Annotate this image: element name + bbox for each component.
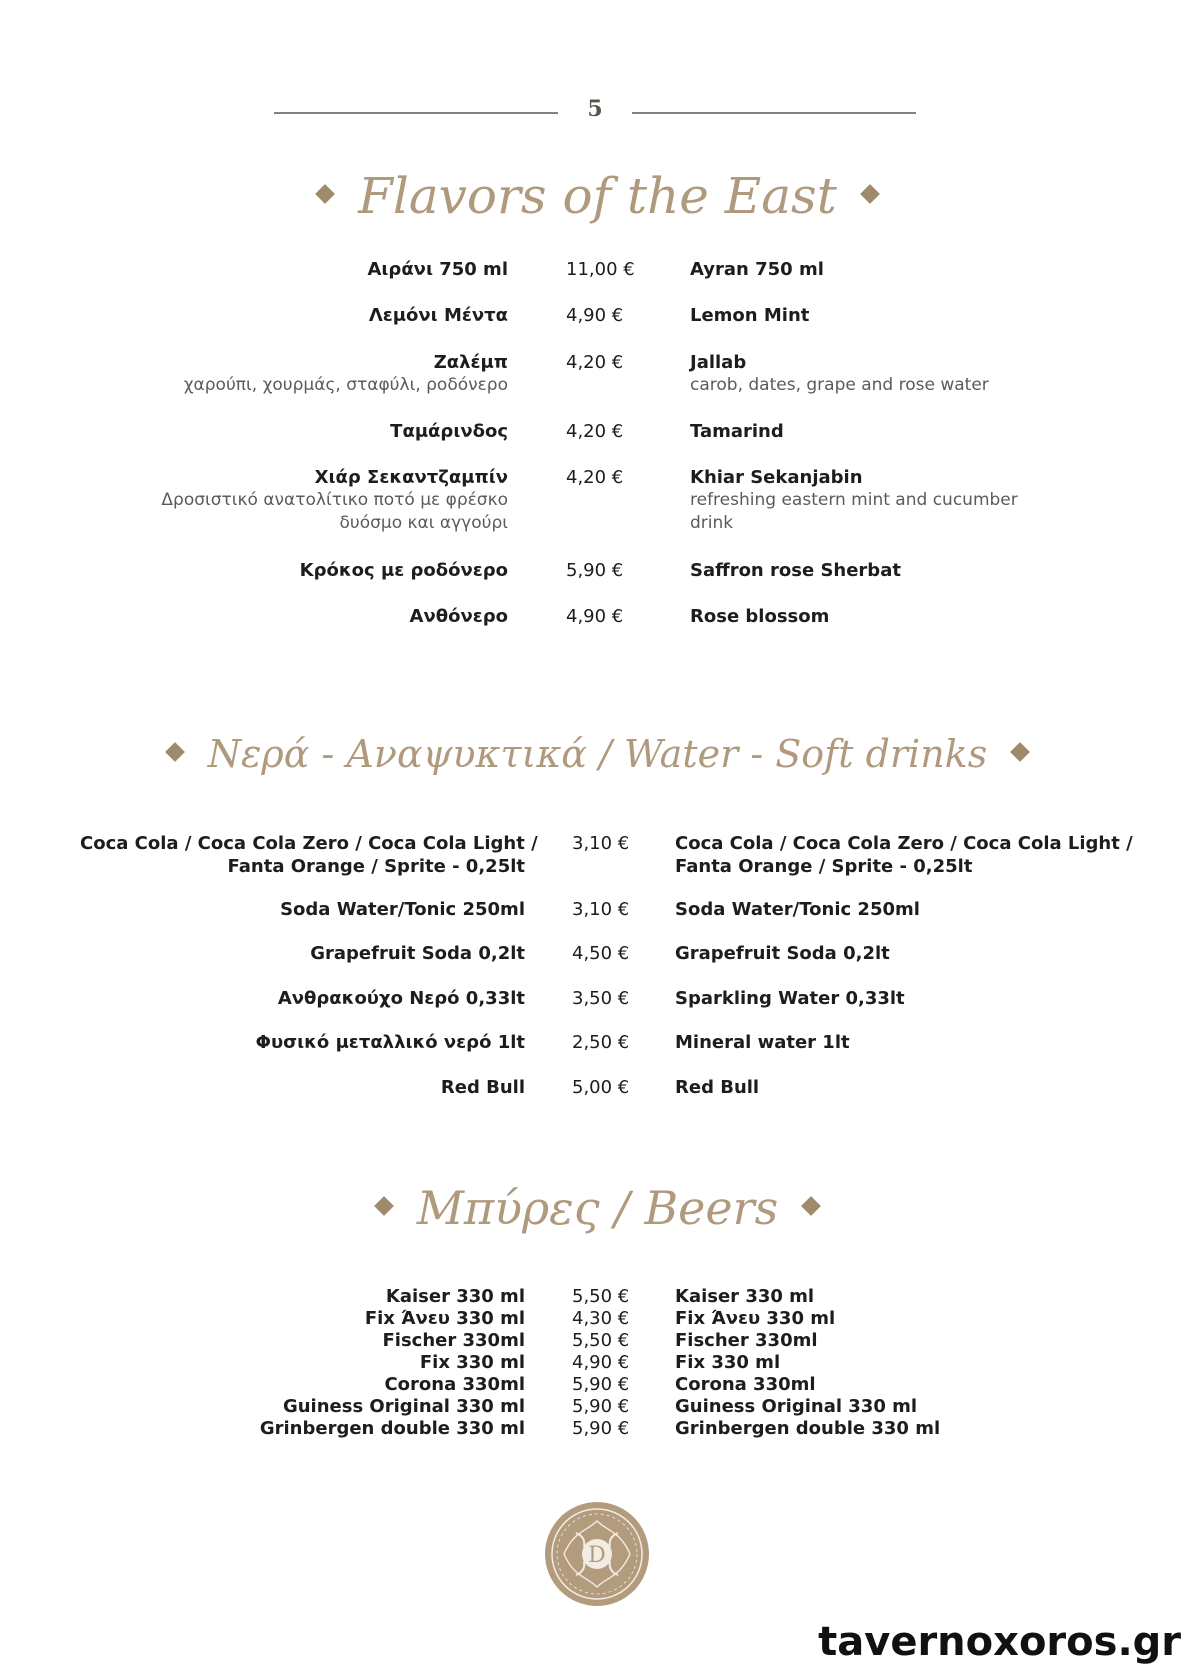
item-price: 2,50 € bbox=[572, 1032, 630, 1053]
header-rule-right bbox=[632, 112, 916, 114]
beer-name-gr: Fischer 330ml bbox=[382, 1330, 525, 1351]
item-name-en: Soda Water/Tonic 250ml bbox=[675, 899, 920, 920]
item-price: 4,20 € bbox=[566, 421, 624, 442]
item-price: 3,10 € bbox=[572, 833, 630, 854]
beer-name-gr: Grinbergen double 330 ml bbox=[259, 1418, 525, 1439]
item-name-gr: Ταμάρινδος bbox=[390, 421, 508, 442]
beer-name-en: Grinbergen double 330 ml bbox=[675, 1418, 941, 1439]
menu-row bbox=[0, 832, 1195, 877]
section-title-east-text: Flavors of the East bbox=[358, 167, 837, 225]
item-price: 11,00 € bbox=[566, 259, 635, 280]
menu-row bbox=[0, 258, 1195, 288]
diamond-icon bbox=[165, 742, 185, 762]
beer-list-gr bbox=[200, 1286, 525, 1440]
item-name-en: Red Bull bbox=[675, 1077, 760, 1098]
item-name-gr: Ανθόνερο bbox=[409, 606, 508, 627]
item-name-en: Sparkling Water 0,33lt bbox=[675, 988, 905, 1009]
diamond-icon bbox=[1010, 742, 1030, 762]
diamond-icon bbox=[801, 1196, 821, 1216]
section-title-soft-drinks-text: Νερά - Αναψυκτικά / Water - Soft drinks bbox=[207, 732, 988, 776]
item-name-gr: Red Bull bbox=[440, 1077, 525, 1098]
item-price: 4,90 € bbox=[566, 305, 624, 326]
item-price: 5,90 € bbox=[566, 560, 624, 581]
ornamental-monogram-logo-icon bbox=[544, 1501, 650, 1607]
beer-price: 4,90 € bbox=[572, 1352, 630, 1373]
item-price: 4,50 € bbox=[572, 943, 630, 964]
item-price: 4,20 € bbox=[566, 467, 624, 488]
menu-row bbox=[0, 605, 1195, 635]
item-name-gr: Soda Water/Tonic 250ml bbox=[280, 899, 525, 920]
item-name-en: Ayran 750 ml bbox=[690, 259, 824, 280]
beer-price: 4,30 € bbox=[572, 1308, 630, 1329]
diamond-icon bbox=[860, 184, 880, 204]
section-title-east bbox=[0, 160, 1195, 232]
item-name-en: Jallab carob, dates, grape and rose water bbox=[690, 351, 1050, 397]
diamond-icon bbox=[315, 184, 335, 204]
item-price: 3,50 € bbox=[572, 988, 630, 1009]
beer-name-gr: Kaiser 330 ml bbox=[385, 1286, 525, 1307]
beer-name-gr: Corona 330ml bbox=[384, 1374, 525, 1395]
item-price: 4,20 € bbox=[566, 352, 624, 373]
beer-list-en bbox=[675, 1286, 1095, 1440]
item-name-en: Saffron rose Sherbat bbox=[690, 560, 901, 581]
item-name-en: Mineral water 1lt bbox=[675, 1032, 850, 1053]
beer-name-en: Fix Άνευ 330 ml bbox=[675, 1308, 836, 1329]
item-desc-en: refreshing eastern mint and cucumber drink bbox=[690, 490, 1018, 533]
beer-name-gr: Fix 330 ml bbox=[419, 1352, 525, 1373]
item-name-en: Lemon Mint bbox=[690, 305, 810, 326]
beer-price: 5,90 € bbox=[572, 1418, 630, 1439]
section-title-soft-drinks bbox=[0, 718, 1195, 790]
menu-row bbox=[0, 987, 1195, 1017]
beer-price-list bbox=[572, 1286, 672, 1440]
menu-row bbox=[0, 466, 1195, 533]
section-title-beers bbox=[0, 1172, 1195, 1244]
watermark-text: tavernoxoros.gr bbox=[818, 1619, 1181, 1665]
beer-price: 5,50 € bbox=[572, 1330, 630, 1351]
beer-price: 5,90 € bbox=[572, 1374, 630, 1395]
item-name-gr: Grapefruit Soda 0,2lt bbox=[310, 943, 525, 964]
item-name-en: Tamarind bbox=[690, 421, 784, 442]
item-name-en: Coca Cola / Coca Cola Zero / Coca Cola Light / Fanta Orange / Sprite - 0,25lt bbox=[675, 833, 1133, 877]
item-name-en: Khiar Sekanjabin refreshing eastern mint and cucumber drink bbox=[690, 466, 1035, 535]
item-name-gr: Αιράνι 750 ml bbox=[367, 259, 508, 280]
menu-row bbox=[0, 942, 1195, 972]
item-name-gr: Κρόκος με ροδόνερο bbox=[299, 560, 508, 581]
item-desc-gr: Δροσιστικό ανατολίτικο ποτό με φρέσκο δυόσμο και αγγούρι bbox=[161, 490, 508, 533]
item-name-en: Rose blossom bbox=[690, 606, 830, 627]
header-rule-left bbox=[274, 112, 558, 114]
menu-row bbox=[0, 1076, 1195, 1106]
section-title-beers-text: Μπύρες / Beers bbox=[416, 1181, 779, 1235]
beer-name-en: Fischer 330ml bbox=[675, 1330, 818, 1351]
beer-price: 5,90 € bbox=[572, 1396, 630, 1417]
item-name-gr: Φυσικό μεταλλικό νερό 1lt bbox=[255, 1032, 525, 1053]
item-price: 4,90 € bbox=[566, 606, 624, 627]
item-desc-gr: χαρούπι, χουρμάς, σταφύλι, ροδόνερο bbox=[183, 375, 508, 395]
diamond-icon bbox=[374, 1196, 394, 1216]
menu-row bbox=[0, 420, 1195, 450]
menu-row bbox=[0, 898, 1195, 928]
beer-name-gr: Fix Άνευ 330 ml bbox=[364, 1308, 525, 1329]
beer-price: 5,50 € bbox=[572, 1286, 630, 1307]
item-name-gr: Ανθρακούχο Νερό 0,33lt bbox=[277, 988, 525, 1009]
beer-name-en: Fix 330 ml bbox=[675, 1352, 781, 1373]
page-number: 5 bbox=[587, 96, 603, 122]
beer-name-en: Guiness Original 330 ml bbox=[675, 1396, 918, 1417]
item-price: 3,10 € bbox=[572, 899, 630, 920]
menu-row bbox=[0, 1031, 1195, 1061]
item-name-gr: Coca Cola / Coca Cola Zero / Coca Cola Light / Fanta Orange / Sprite - 0,25lt bbox=[80, 833, 538, 877]
item-price: 5,00 € bbox=[572, 1077, 630, 1098]
menu-row bbox=[0, 559, 1195, 589]
logo-letter: D bbox=[588, 1543, 606, 1568]
item-name-en: Grapefruit Soda 0,2lt bbox=[675, 943, 890, 964]
menu-row bbox=[0, 351, 1195, 395]
menu-row bbox=[0, 304, 1195, 334]
item-desc-en: carob, dates, grape and rose water bbox=[690, 375, 989, 395]
item-name-gr: Ζαλέμπ χαρούπι, χουρμάς, σταφύλι, ροδόνερο bbox=[80, 351, 508, 397]
item-name-gr: Χιάρ Σεκαντζαμπίν Δροσιστικό ανατολίτικο ποτό με φρέσκο δυόσμο και αγγούρι bbox=[100, 466, 508, 535]
beer-name-en: Corona 330ml bbox=[675, 1374, 816, 1395]
beer-name-gr: Guiness Original 330 ml bbox=[282, 1396, 525, 1417]
beer-name-en: Kaiser 330 ml bbox=[675, 1286, 815, 1307]
item-name-gr: Λεμόνι Μέντα bbox=[368, 305, 508, 326]
